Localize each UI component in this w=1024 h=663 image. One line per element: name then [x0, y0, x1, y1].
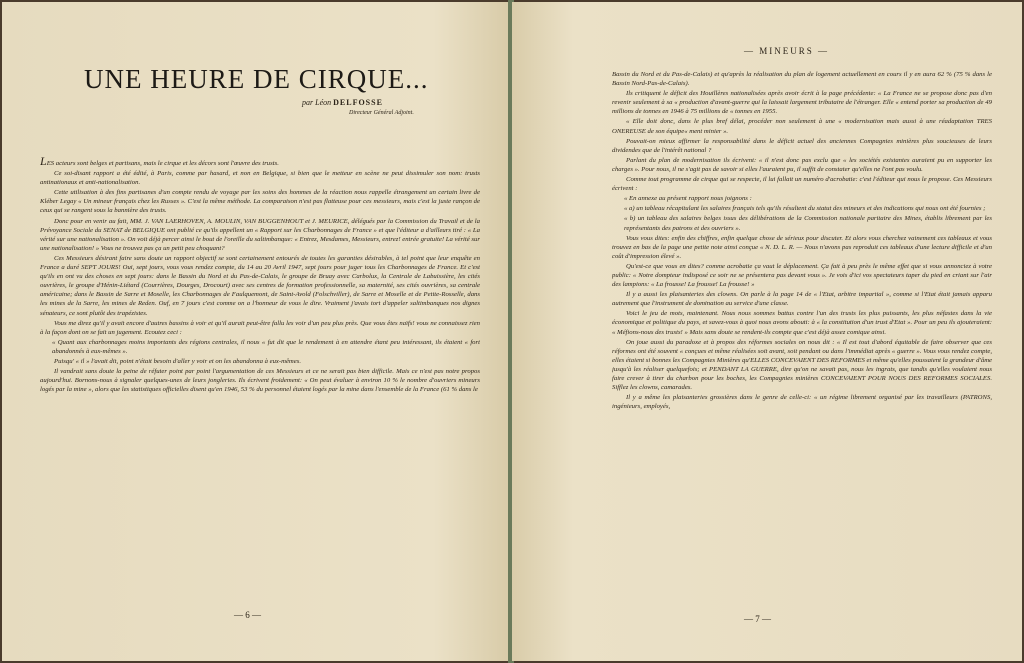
left-body-text — [40, 157, 480, 615]
right-page — [512, 2, 1022, 661]
paragraph-r2: Ils critiquent le déficit des Houillères nationalisées après avoir écrit à la page précédente: « La France ne se propose donc pas d'en revenir seulement à sa « production d'avant-guerre qui la laissait largement tributaire de l'étranger. Elle « entend porter sa production de 49 millions de tonnes en 1946 à 75 millions de « tonnes en 1955. — [612, 90, 992, 116]
paragraph-r13: Voici le jeu de mots, maintenant. Nous nous sommes battus contre l'un des trusts les plus puissants, les plus néfastes dans la vie économique et politique du pays, et savez-vous à quoi nous avons abouti: à « la constitution d'un trust d'Etat ». Pour un peu ils ajouteraient: « Méfions-nous des trusts! » Mais sans doute se rendent-ils compte que c'est déjà assez comique ainsi. — [612, 310, 992, 336]
paragraph-r3: « Elle doit donc, dans le plus bref délai, procéder non seulement à une « modernisation mais aussi à une réadaptation TRES ONEREUSE de son équipe« ment minier ». — [612, 118, 992, 135]
author-role: Directeur Général Adjoint. — [349, 110, 414, 116]
byline-prefix: par — [302, 98, 314, 107]
paragraph-r1: Bassin du Nord et du Pas-de-Calais) et qu'après la réalisation du plan de logement actuellement en cours il y en aura 62 % (75 % dans le Bassin Nord-Pas-de-Calais). — [612, 71, 992, 88]
paragraph-r5: Parlant du plan de modernisation ils écrivent: « il n'est donc pas exclu que « les sociétés existantes auraient pu en supporter les charges ». Pour nous, il ne s'agit pas de savoir si elles l'auraient pu, il suffit de constater qu'elles ne l'ont pas voulu. — [612, 156, 992, 173]
paragraph-r10: Vous vous dites: enfin des chiffres, enfin quelque chose de sérieux pour discuter. Et alors vous cherchez vainement ces tableaux et vous trouvez en bas de la page une petite note ainsi conçue « N. D. L. R. — Nous n'avons pas reproduit ces tableaux d'une lecture difficile et d'un coût d'impression élevé ». — [612, 234, 992, 260]
paragraph-4: Donc pour en venir au fait, MM. J. VAN LAERHOVEN, A. MOULIN, VAN BUGGENHOUT et J. MEURICE, délégués par la Commission du Travail et de la Prévoyance Sociale du SENAT de BELGIQUE ont publié ce qu'ils appellent un « Rapport sur les Charbonnages de France » et que l'éditeur a d'ailleurs tiré : « La vérité sur une nationalisation ». On voit déjà percer ainsi le bout de l'oreille du saltimbanque: « Entrez, Mesdames, Messieurs, entrez! entrée gratuite! La vérité sur une nationalisation! » Vous ne trouvez pas ça un petit peu choquant? — [40, 217, 480, 252]
author-first-name: Léon — [315, 98, 332, 107]
paragraph-r4: Pouvait-on mieux affirmer la responsabilité dans le déficit actuel des anciennes Compagnies minières plus soucieuses de leurs dividendes que de l'intérêt national ? — [612, 137, 992, 154]
paragraph-6: Vous me direz qu'il y avait encore d'autres bassins à voir et qu'il aurait peut-être fallu les voir d'un peu plus près. Que vous êtes naïfs! vous ne connaissez rien à la façon dont on se fait un jugement. Ecoutez ceci : — [40, 319, 480, 336]
paragraph-3: Cette utilisation à des fins partisanes d'un compte rendu de voyage par les soins des hommes de la réaction nous rappelle étrangement un certain livre de Kléber Legay « Un mineur français chez les Russes ». C'est la même méthode. La comparaison n'est pas flatteuse pour ces messieurs, mais c'est la juste rançon de ceux qui se rangent sous la bannière des trusts. — [40, 189, 480, 215]
paragraph-5: Ces Messieurs désirant faire sans doute un rapport objectif se sont certainement entourés de toutes les garanties désirables, à tel point que leur enquête en France a duré SEPT JOURS! Oui, sept jours, vous vous rendez compte, du 14 au 20 Avril 1947, sept jours pour juger tous les Charbonnages de France. Et c'est qu'ils en ont vu des choses en sept jours: dans le Bassin du Nord et du Pas-de-Calais, le groupe de Bruay avec Carbolux, la Centrale de Labuissière, les cités ouvrières, le groupe d'Hénin-Liétard (Courrières, Dourges, Drocourt) avec ses centres de formation professionnelle, sa maternité, ses cités ouvrières, sa centrale américaine; dans le Bassin de Sarre et Moselle, les Charbonnages de Faulquemont, de Saint-Avold (Folschviller), de Sarre et Moselle et de Petite-Rosselle, dans les mines de la Sarre, les mines de Reden. Ouf, en 7 jours c'est comme on a l'honneur de vous le dire. Vraiment j'avais tort d'appeler saltimbanques nos dignes sénateurs, ce sont plutôt des trapézistes. — [40, 254, 480, 317]
paragraph-r6: Comme tout programme de cirque qui se respecte, il lui fallait un numéro d'acrobatie: c'est l'éditeur qui nous le propose. Ces Messieurs écrivent : — [612, 176, 992, 193]
paragraph-2: Ce soi-disant rapport a été édité, à Paris, comme par hasard, et non en Belgique, si bien que le metteur en scène ne peut dissimuler son nom: trusts antinationaux et anti-nationalisation. — [40, 170, 480, 187]
paragraph-r12: Il y a aussi les plaisanteries des clowns. On parle à la page 14 de « l'Etat, arbitre impartial », comme si l'Etat était jamais apparu autrement que l'instrument de domination au service d'une classe. — [612, 291, 992, 308]
drop-cap: L — [40, 157, 47, 168]
running-head: — MINEURS — — [744, 46, 830, 56]
left-page — [2, 2, 510, 661]
page-number-left: — 6 — — [234, 610, 261, 620]
paragraph-9: Il vandrait sans doute la peine de réfuter point par point l'argumentation de ces Messieurs et ce ne serait pas bien difficile. Mais ce n'est pas notre propos aujourd'hui. Bornons-nous à signaler quelques-unes de leurs jongleries. Ils écrivent froidement: « On peut évaluer à environ 10 % le nombre d'ouvriers mineurs logés par la mine », alors que les statistiques officielles disent qu'en 1946, 53 % du personnel étaient logés par la mine dans l'ensemble de la France (61 % dans le — [40, 368, 480, 394]
quote-r7: « En annexe au présent rapport nous joignons : — [624, 195, 752, 203]
quote-1: « Quant aux charbonnages moins importants des régions centrales, il nous « fut dit que le rendement à en attendre étant peu intéressant, ils étaient « fort abandonnés à eux-mêmes ». — [52, 338, 480, 355]
paragraph-1: LES acteurs sont belges et partisans, mais le cirque et les décors sont l'œuvre des trusts. — [40, 157, 480, 168]
paragraph-r15: Il y a même les plaisanteries grossières dans le genre de celle-ci: « un régime librement organisé par les travailleurs (PATRONS, ingénieurs, employés, — [612, 394, 992, 411]
paragraph-r11: Qu'est-ce que vous en dites? comme acrobatie ça vaut le déplacement. Ça fait à peu près le même effet que si vous annonciez à votre public: « Notre dompteur indisposé ce soir ne se présentera pas devant vous ». Je vois d'ici vos spectateurs taper du pied en criant sur l'air des lampions: « La frousse! La frousse! La frousse! » — [612, 262, 992, 289]
paragraph-8: Puisqu' « il » l'avait dit, point n'était besoin d'aller y voir et on les abandonna à eux-mêmes. — [54, 357, 301, 365]
article-title: UNE HEURE DE CIRQUE... — [84, 64, 429, 94]
quote-r9: « b) un tableau des salaires belges issus des délibérations de la Commission nationale paritaire des Mines, établis librement par les représentants des patrons et des ouvriers ». — [624, 215, 992, 232]
right-body-text — [612, 70, 992, 610]
paragraph-r14: On joue aussi du paradoxe et à propos des réformes sociales on nous dit : « Il est tout d'abord équitable de faire observer que ces réformes ont été souvent « conçues et même réalisées soit avant, soit pendant ou dans l'immédiat après « guerre ». Vous vous rendez compte, elles étaient si bonnes les Compagnies Minières qu'ELLES CONCEVAIENT DES REFORMES et même qu'elles poussaient la grandeur d'âme jusqu'à les réaliser quelquefois; et PENDANT LA GUERRE, dire qu'on ne savait pas, nous les ingrats, que tandis qu'elles voulaient nous faire crever à tirer du charbon pour les boches, les Compagnies minières CONCEVAIENT POUR NOUS DES REFORMES SOCIALES. Sifflez les clowns, camarades. — [612, 338, 992, 392]
quote-r8: « a) un tableau récapitulant les salaires français tels qu'ils résultent du statut des mineurs et des indications qui nous ont été fournies ; — [624, 205, 986, 213]
page-number-right: — 7 — — [744, 614, 771, 624]
author-last-name: DELFOSSE — [333, 98, 383, 107]
byline — [302, 98, 383, 107]
